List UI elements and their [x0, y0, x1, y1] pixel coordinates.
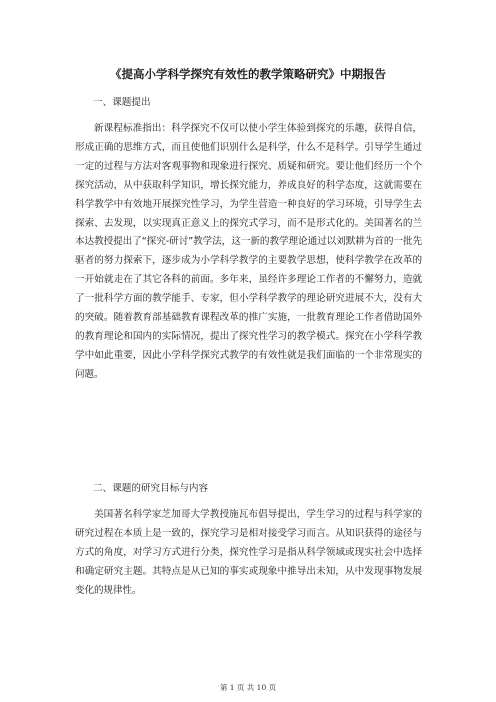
document-title: 《提高小学科学探究有效性的教学策略研究》中期报告 [110, 67, 386, 81]
section-paragraph-1: 新课程标准指出：科学探究不仅可以使小学生体验到探究的乐趣，获得自信，形成正确的思维方式，而且使他们识别什么是科学，什么不是科学。引导学生通过一定的过程与方法对客观事物和现象进行探究、质疑和研究。要让他们经历一个个探究活动，从中获取科学知识，增长探究能力，养成良好的科学态度，这就需要在科学教学中有效地开展探究性学习，为学生营造一种良好的学习环境，引导学生去探索、去发现，以实现真正意义上的探究式学习，而不是形式化的。美国著名的兰本达教授提出了“探究-研讨”教学法，这一新的教学理论通过以刘默耕为首的一批先驱者的努力探索下，逐步成为小学科学教学的主要教学思想，使科学教学在改革的一开始就走在了其它各科的前面。多年来，虽经许多理论工作者的不懈努力，造就了一批科学方面的教学能手、专家，但小学科学教学的理论研究进展不大，没有大的突破。随着教育部基础教育课程改革的推广实施，一批教育理论工作者借助国外的教育理论和国内的实际情况，提出了探究性学习的教学模式。探究在小学科学教学中如此重要，因此小学科学探究式教学的有效性就是我们面临的一个非常现实的问题。 [75, 123, 422, 380]
page-footer: 第 1 页 共 10 页 [219, 683, 277, 692]
section-heading-2: 二、课题的研究目标与内容 [93, 483, 209, 494]
section-heading-1: 一、课题提出 [93, 97, 151, 108]
section-paragraph-2: 美国著名科学家芝加哥大学教授施瓦布倡导提出，学生学习的过程与科学家的研究过程在本质上是一致的，探究学习是相对接受学习而言。从知识获得的途径与方式的角度，对学习方式进行分类，探究性学习是指从科学领域或现实社会中选择和确定研究主题。其特点是从已知的事实或现象中推导出未知，从中发现事物发展变化的规律性。 [75, 509, 422, 596]
